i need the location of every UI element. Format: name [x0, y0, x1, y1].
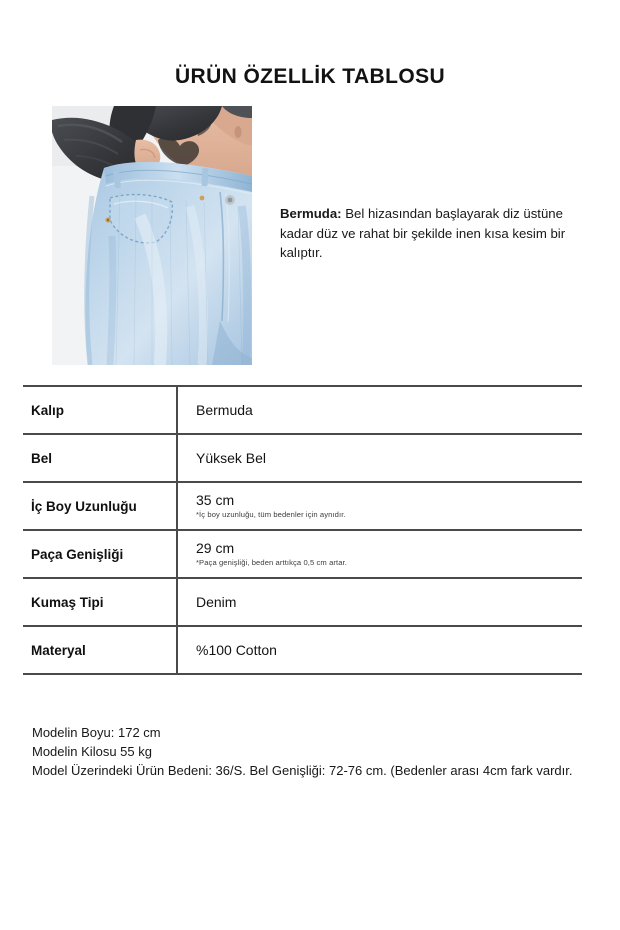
spec-value-cell: [176, 434, 582, 482]
table-row: [23, 578, 582, 626]
spec-value-cell: [176, 578, 582, 626]
spec-value: 29 cm: [196, 540, 235, 556]
spec-note: *Paça genişliği, beden arttıkça 0,5 cm artar.: [196, 558, 347, 567]
spec-note: *İç boy uzunluğu, tüm bedenler için aynıdır.: [196, 510, 346, 519]
spec-value: Yüksek Bel: [196, 449, 267, 466]
spec-value: Bermuda: [196, 401, 253, 418]
product-spec-table: [23, 385, 582, 675]
table-row: [23, 386, 582, 434]
model-height-note: Modelin Boyu: 172 cm: [32, 725, 161, 740]
spec-value-cell: [176, 482, 582, 530]
spec-label: Materyal: [23, 626, 176, 674]
product-description: [280, 204, 572, 263]
table-row: [23, 482, 582, 530]
spec-value-cell: [176, 626, 582, 674]
spec-value: Denim: [196, 593, 237, 610]
product-photo-image: [52, 106, 252, 365]
spec-value-cell: [176, 530, 582, 578]
spec-label: Bel: [23, 434, 176, 482]
product-description-label: Bermuda:: [280, 206, 342, 221]
spec-label: Kumaş Tipi: [23, 578, 176, 626]
spec-label: Paça Genişliği: [23, 530, 176, 578]
model-notes: [32, 723, 577, 780]
model-weight-note: Modelin Kilosu 55 kg: [32, 744, 152, 759]
hero-section: [52, 106, 582, 368]
product-description-text: Bel hizasından başlayarak diz üstüne kadar düz ve rahat bir şekilde inen kısa kesim bir kalıptır.: [280, 206, 566, 260]
spec-label: İç Boy Uzunluğu: [23, 482, 176, 530]
table-row: [23, 530, 582, 578]
table-row: [23, 626, 582, 674]
table-row: [23, 434, 582, 482]
spec-value: %100 Cotton: [196, 641, 277, 658]
spec-value: 35 cm: [196, 492, 235, 508]
product-photo: [52, 106, 252, 365]
model-size-note: Model Üzerindeki Ürün Bedeni: 36/S. Bel Genişliği: 72-76 cm. (Bedenler arası 4cm fark vardır.: [32, 763, 573, 778]
page-title: ÜRÜN ÖZELLİK TABLOSU: [174, 65, 446, 88]
spec-value-cell: [176, 386, 582, 434]
spec-label: Kalıp: [23, 386, 176, 434]
